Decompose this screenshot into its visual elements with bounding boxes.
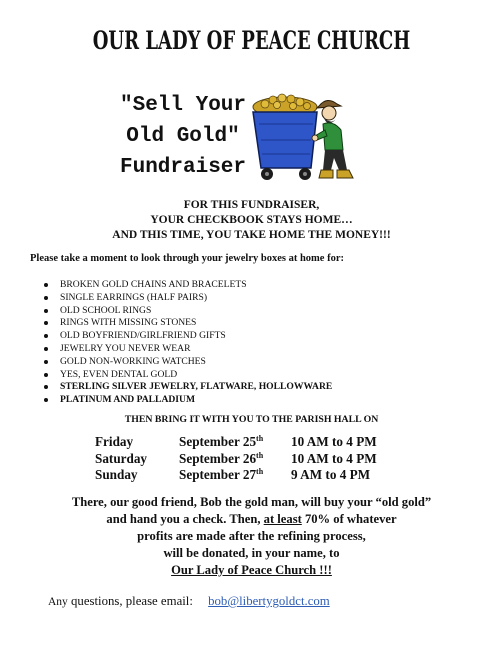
intro-text	[0, 198, 503, 243]
bullet-icon	[44, 321, 48, 325]
email-link[interactable]: bob@libertygoldct.com	[208, 594, 330, 608]
miner-figure	[312, 100, 353, 178]
title-line-3: Fundraiser	[119, 156, 247, 179]
miner-pushing-gold-cart-icon	[247, 90, 367, 190]
bullet-icon	[44, 347, 48, 351]
list-item: BROKEN GOLD CHAINS AND BRACELETS	[44, 279, 332, 292]
list-item: GOLD NON-WORKING WATCHES	[44, 356, 332, 369]
intro-line-2: YOUR CHECKBOOK STAYS HOME…	[150, 214, 353, 226]
schedule-row	[95, 451, 395, 468]
closing-line-4: will be donated, in your name, to	[163, 546, 340, 560]
schedule-time: 10 AM to 4 PM	[291, 434, 377, 449]
fundraiser-title	[104, 90, 262, 183]
bullet-icon	[44, 309, 48, 313]
closing-text	[0, 494, 503, 579]
list-item: YES, EVEN DENTAL GOLD	[44, 369, 332, 382]
bullet-icon	[44, 398, 48, 402]
church-name: OUR LADY OF PEACE CHURCH	[92, 26, 411, 55]
items-list	[44, 279, 332, 407]
schedule-time: 9 AM to 4 PM	[291, 467, 371, 482]
schedule-day: Friday	[95, 434, 134, 449]
hero-section	[104, 90, 404, 192]
schedule-date: September 26th	[179, 450, 264, 466]
contact-line	[48, 594, 330, 609]
schedule-date: September 25th	[179, 434, 264, 449]
title-line-2: Old Gold"	[126, 125, 240, 148]
schedule-date: September 27th	[179, 467, 264, 482]
intro-line-3: AND THIS TIME, YOU TAKE HOME THE MONEY!!!	[112, 229, 391, 241]
parish-hall-line: THEN BRING IT WITH YOU TO THE PARISH HALL ON	[124, 414, 379, 425]
closing-line-1: There, our good friend, Bob the gold man, will buy your “old gold”	[71, 495, 432, 509]
list-item: PLATINUM AND PALLADIUM	[44, 394, 332, 407]
church-name-closing: Our Lady of Peace Church !!!	[171, 563, 332, 577]
title-line-1: "Sell Your	[119, 94, 247, 117]
list-item: SINGLE EARRINGS (HALF PAIRS)	[44, 292, 332, 305]
schedule-row	[95, 434, 395, 451]
schedule-time: 10 AM to 4 PM	[291, 450, 377, 466]
closing-line-3: profits are made after the refining process,	[137, 529, 366, 543]
list-item: STERLING SILVER JEWELRY, FLATWARE, HOLLOWWARE	[44, 381, 332, 394]
jewelry-prompt: Please take a moment to look through your jewelry boxes at home for:	[30, 253, 344, 264]
bullet-icon	[44, 283, 48, 287]
schedule-row	[95, 467, 395, 484]
list-item: JEWELRY YOU NEVER WEAR	[44, 343, 332, 356]
bullet-icon	[44, 296, 48, 300]
intro-line-1: FOR THIS FUNDRAISER,	[183, 199, 320, 211]
schedule-table	[95, 434, 395, 484]
list-item: RINGS WITH MISSING STONES	[44, 317, 332, 330]
contact-label: questions, please email:	[71, 594, 193, 608]
schedule-day: Saturday	[95, 450, 148, 466]
bullet-icon	[44, 334, 48, 338]
bullet-icon	[44, 373, 48, 377]
list-item: OLD BOYFRIEND/GIRLFRIEND GIFTS	[44, 330, 332, 343]
schedule-day: Sunday	[95, 467, 138, 482]
bullet-icon	[44, 385, 48, 389]
closing-line-2: and hand you a check. Then, at least 70% of whatever	[106, 512, 397, 526]
contact-any: Any	[48, 596, 68, 608]
bullet-icon	[44, 360, 48, 364]
list-item: OLD SCHOOL RINGS	[44, 305, 332, 318]
